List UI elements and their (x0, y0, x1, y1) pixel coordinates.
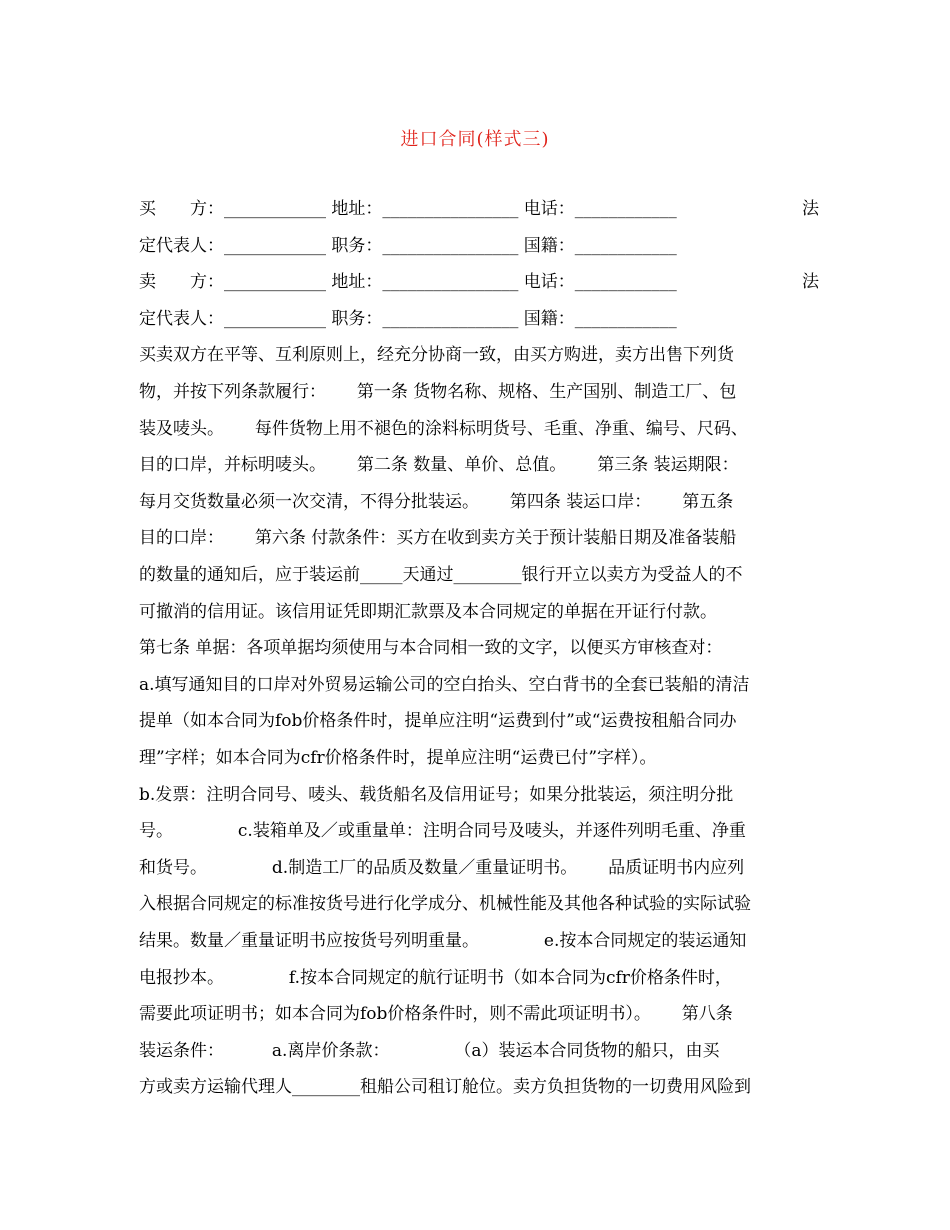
text-line (139, 929, 819, 953)
line-text: 第七条 单据：各项单据均须使用与本合同相一致的文字，以便买方审核查对： (139, 638, 723, 658)
line-text: 装运条件： a.离岸价条款： （a）装运本合同货物的船只，由买 (139, 1041, 720, 1061)
line-text: 定代表人：____________ 职务：________________ 国籍：____________ (139, 236, 677, 256)
text-line (139, 380, 819, 404)
text-line (139, 563, 819, 587)
text-line (139, 673, 819, 697)
line-text: 物，并按下列条款履行： 第一条 货物名称、规格、生产国别、制造工厂、包 (139, 382, 737, 402)
text-line (139, 197, 819, 221)
line-text: 定代表人：____________ 职务：________________ 国籍：____________ (139, 309, 677, 329)
text-line (139, 526, 819, 550)
line-text: 卖 方：____________ 地址：________________ 电话：____________ (139, 272, 677, 292)
text-line (139, 1039, 819, 1063)
line-text: 方或卖方运输代理人________租船公司租订舱位。卖方负担货物的一切费用风险到 (139, 1077, 751, 1097)
text-line (139, 892, 819, 916)
line-text: a.填写通知目的口岸对外贸易运输公司的空白抬头、空白背书的全套已装船的清洁 (139, 675, 750, 695)
text-line (139, 490, 819, 514)
line-text: 入根据合同规定的标准按货号进行化学成分、机械性能及其他各种试验的实际试验 (139, 894, 751, 914)
line-text: 电报抄本。 f.按本合同规定的航行证明书（如本合同为cfr价格条件时， (139, 968, 732, 988)
line-text: 需要此项证明书；如本合同为fob价格条件时，则不需此项证明书）。 第八条 (139, 1004, 733, 1024)
text-line (139, 856, 819, 880)
text-line (139, 1075, 819, 1099)
text-line (139, 600, 819, 624)
text-line (139, 270, 819, 294)
text-line (139, 417, 819, 441)
text-line (139, 1002, 819, 1026)
line-text: 结果。数量／重量证明书应按货号列明重量。 e.按本合同规定的装运通知 (139, 931, 747, 951)
text-line (139, 234, 819, 258)
line-text: 装及唛头。 每件货物上用不褪色的涂料标明货号、毛重、净重、编号、尺码、 (139, 419, 748, 439)
line-text: 目的口岸： 第六条 付款条件：买方在收到卖方关于预计装船日期及准备装船 (139, 528, 737, 548)
text-line (139, 709, 819, 733)
line-end-text: 法 (802, 272, 819, 292)
text-line (139, 636, 819, 660)
text-line (139, 966, 819, 990)
line-text: 目的口岸，并标明唛头。 第二条 数量、单价、总值。 第三条 装运期限： (139, 455, 739, 475)
line-text: 理”字样；如本合同为cfr价格条件时，提单应注明“运费已付”字样）。 (139, 748, 657, 768)
text-line (139, 453, 819, 477)
document-title: 进口合同(样式三) (400, 129, 550, 150)
line-text: 每月交货数量必须一次交清，不得分批装运。 第四条 装运口岸： 第五条 (139, 492, 734, 512)
line-text: 和货号。 d.制造工厂的品质及数量／重量证明书。 品质证明书内应列 (139, 858, 745, 878)
line-end-text: 法 (802, 199, 819, 219)
line-text: 号。 c.装箱单及／或重量单：注明合同号及唛头，并逐件列明毛重、净重 (139, 821, 746, 841)
text-line (139, 783, 819, 807)
line-text: 可撤消的信用证。该信用证凭即期汇款票及本合同规定的单据在开证行付款。 (139, 602, 717, 622)
line-text: 提单（如本合同为fob价格条件时，提单应注明“运费到付”或“运费按租船合同办 (139, 711, 737, 731)
line-text: b.发票：注明合同号、唛头、载货船名及信用证号；如果分批装运，须注明分批 (139, 785, 734, 805)
text-line (139, 746, 819, 770)
line-text: 买 方：____________ 地址：________________ 电话：____________ (139, 199, 677, 219)
text-line (139, 343, 819, 367)
text-line (139, 819, 819, 843)
line-text: 买卖双方在平等、互利原则上，经充分协商一致，由买方购进，卖方出售下列货 (139, 345, 734, 365)
line-text: 的数量的通知后，应于装运前_____天通过________银行开立以卖方为受益人的不 (139, 565, 743, 585)
text-line (139, 307, 819, 331)
